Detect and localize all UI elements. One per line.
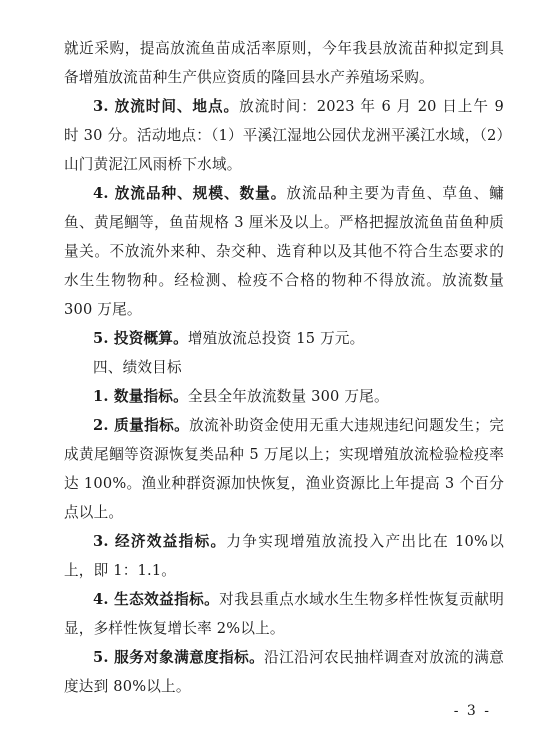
- paragraph-heading: 1. 数量指标。: [93, 388, 188, 405]
- paragraph-heading: 5. 服务对象满意度指标。: [93, 649, 265, 666]
- paragraph-text: 对我县重点水域水生生物多样性恢复贡献明显，多样性恢复增长率 2%以上。: [64, 591, 504, 637]
- paragraph-heading: 3. 放流时间、地点。: [93, 98, 240, 115]
- section-title: 四、绩效目标: [93, 359, 182, 376]
- section-heading: [64, 353, 504, 382]
- paragraph-heading: 4. 生态效益指标。: [93, 591, 220, 608]
- paragraph-text: 放流品种主要为青鱼、草鱼、鳙鱼、黄尾鲴等，鱼苗规格 3 厘米及以上。严格把握放流鱼苗鱼种质量关。不放流外来种、杂交种、选育种以及其他不符合生态要求的水生生物物种。经检测、检疫不合格的物种不得放流。放流数量 300 万尾。: [64, 185, 504, 318]
- paragraph: [64, 527, 504, 585]
- paragraph-text: 力争实现增殖放流投入产出比在 10%以上，即 1：1.1。: [64, 533, 504, 579]
- paragraph: [64, 382, 504, 411]
- paragraph: [64, 643, 504, 701]
- paragraph: [64, 34, 504, 92]
- paragraph-text: 沿江沿河农民抽样调查对放流的满意度达到 80%以上。: [64, 649, 504, 695]
- paragraph-heading: 4. 放流品种、规模、数量。: [93, 185, 287, 202]
- paragraph-heading: 2. 质量指标。: [93, 417, 190, 434]
- paragraph-text: 就近采购，提高放流鱼苗成活率原则，今年我县放流苗种拟定到具备增殖放流苗种生产供应资质的隆回县水产养殖场采购。: [64, 40, 504, 86]
- paragraph-text: 增殖放流总投资 15 万元。: [187, 330, 365, 347]
- page-number: - 3 -: [453, 703, 491, 719]
- paragraph: [64, 411, 504, 527]
- paragraph-text: 放流时间：2023 年 6 月 20 日上午 9 时 30 分。活动地点：（1）平溪江湿地公园伏龙洲平溪江水域，（2）山门黄泥江风雨桥下水域。: [64, 98, 504, 173]
- paragraph-text: 全县全年放流数量 300 万尾。: [187, 388, 389, 405]
- paragraph: [64, 585, 504, 643]
- paragraph-heading: 3. 经济效益指标。: [93, 533, 227, 550]
- paragraph: [64, 92, 504, 179]
- paragraph: [64, 324, 504, 353]
- document-body: [64, 34, 504, 701]
- paragraph-text: 放流补助资金使用无重大违规违纪问题发生；完成黄尾鲴等资源恢复类品种 5 万尾以上；实现增殖放流检验检疫率达 100%。渔业种群资源加快恢复，渔业资源比上年提高 3 个百分点以上。: [64, 417, 504, 521]
- paragraph: [64, 179, 504, 324]
- paragraph-heading: 5. 投资概算。: [93, 330, 188, 347]
